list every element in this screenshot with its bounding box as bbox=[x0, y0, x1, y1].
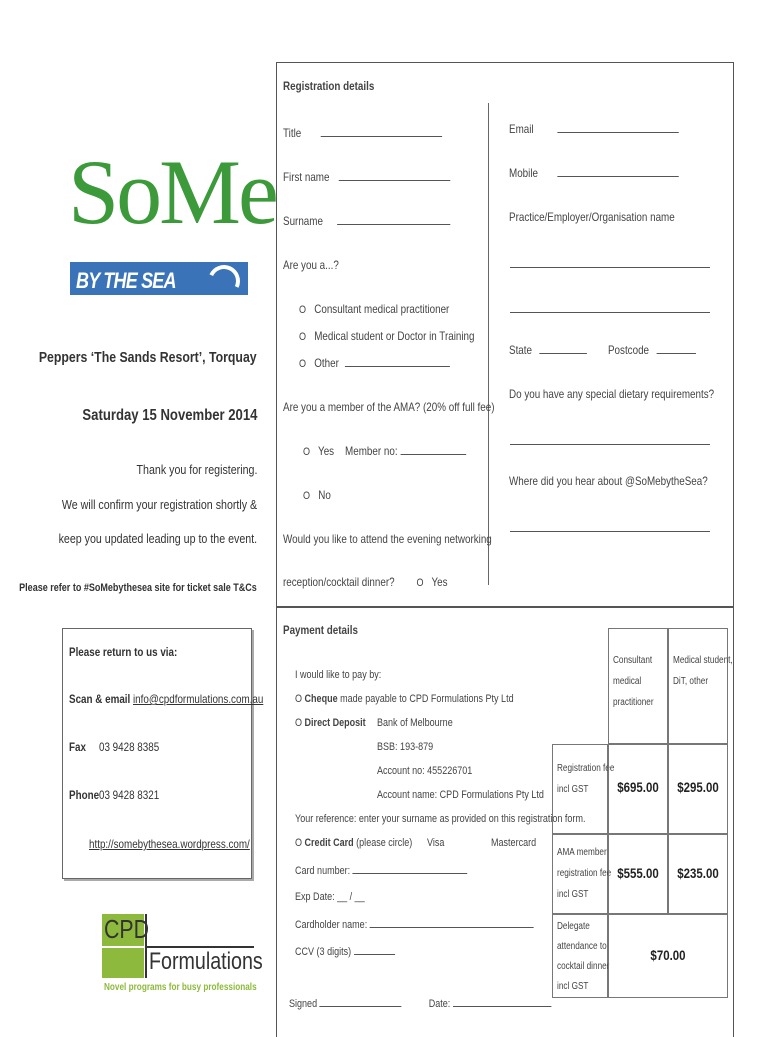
hear-question: Where did you hear about @SoMebytheSea? bbox=[509, 474, 708, 488]
venue: Peppers ‘The Sands Resort’, Torquay bbox=[39, 349, 257, 366]
option-other[interactable] bbox=[299, 356, 450, 370]
logo-main-text: SoMe bbox=[68, 141, 276, 243]
date-label: Date: bbox=[428, 998, 451, 1010]
like-to-pay: I would like to pay by: bbox=[295, 669, 382, 681]
scan-email-link[interactable]: info@cpdformulations.com.au bbox=[133, 692, 264, 706]
practice-line-2[interactable] bbox=[510, 312, 710, 313]
price-registration-consultant: $695.00 bbox=[617, 779, 659, 795]
title-line[interactable] bbox=[320, 127, 441, 137]
row-dinner-2: attendance to bbox=[557, 941, 607, 952]
reference-note: Your reference: enter your surname as provided on this registration form. bbox=[295, 813, 586, 825]
evening-yes-label[interactable]: Yes bbox=[431, 575, 448, 589]
member-no-line[interactable] bbox=[400, 445, 466, 455]
card-number-label: Card number: bbox=[295, 865, 351, 877]
return-heading: Please return to us via: bbox=[69, 645, 178, 659]
other-line[interactable] bbox=[345, 357, 450, 367]
row-dinner-4: incl GST bbox=[557, 981, 589, 992]
row-ama bbox=[552, 834, 612, 914]
cheque-label: Cheque bbox=[304, 693, 338, 705]
state-label: State bbox=[509, 343, 532, 357]
price-cell bbox=[668, 834, 728, 914]
direct-deposit-option[interactable] bbox=[295, 717, 366, 729]
email-line[interactable] bbox=[558, 123, 679, 133]
evening-question-2-text: reception/cocktail dinner? bbox=[283, 575, 395, 589]
ccv-label: CCV (3 digits) bbox=[295, 946, 352, 958]
row-ama-1: AMA member bbox=[557, 847, 607, 858]
header-consultant-2: medical bbox=[613, 676, 642, 687]
wave-icon bbox=[203, 260, 244, 301]
option-consultant-label: Consultant medical practitioner bbox=[314, 302, 450, 316]
option-other-label: Other bbox=[314, 356, 339, 370]
ccv-field[interactable] bbox=[295, 945, 395, 958]
payment-heading: Payment details bbox=[283, 623, 358, 637]
radio-circle-icon[interactable]: O bbox=[295, 693, 303, 705]
cpd-formulations-logo bbox=[102, 914, 263, 994]
radio-circle-icon[interactable]: O bbox=[295, 717, 303, 729]
card-number-line[interactable] bbox=[353, 864, 468, 874]
title-field[interactable] bbox=[283, 126, 442, 140]
registration-heading: Registration details bbox=[283, 79, 375, 93]
row-dinner-1: Delegate bbox=[557, 921, 590, 932]
ama-no-option[interactable] bbox=[303, 488, 331, 502]
cheque-detail: made payable to CPD Formulations Pty Ltd bbox=[340, 693, 514, 705]
header-student-1: Medical student, bbox=[673, 655, 733, 666]
ama-question: Are you a member of the AMA? (20% off full fee) bbox=[283, 400, 495, 414]
formulations-text: Formulations bbox=[149, 948, 263, 975]
logo-block-green-2 bbox=[102, 948, 144, 978]
header-consultant bbox=[608, 628, 668, 744]
website-link[interactable]: http://somebythesea.wordpress.com/ bbox=[89, 837, 250, 851]
fee-table bbox=[552, 628, 733, 998]
signed-field[interactable] bbox=[289, 997, 551, 1010]
row-dinner bbox=[552, 914, 608, 998]
price-dinner: $70.00 bbox=[650, 947, 686, 963]
header-consultant-3: practitioner bbox=[613, 697, 654, 708]
account-name: Account name: CPD Formulations Pty Ltd bbox=[377, 789, 544, 801]
price-cell bbox=[608, 914, 728, 998]
radio-circle-icon[interactable]: O bbox=[299, 331, 307, 343]
state-line[interactable] bbox=[540, 344, 588, 354]
row-registration-1: Registration fee bbox=[557, 763, 615, 774]
cpd-tagline: Novel programs for busy professionals bbox=[104, 982, 257, 993]
option-student[interactable] bbox=[299, 329, 474, 343]
practice-label: Practice/Employer/Organisation name bbox=[509, 210, 675, 224]
radio-circle-icon[interactable]: O bbox=[303, 490, 311, 502]
evening-question-1: Would you like to attend the evening networking bbox=[283, 532, 492, 546]
account-number: Account no: 455226701 bbox=[377, 765, 473, 777]
fax-label: Fax bbox=[69, 740, 86, 754]
bank-name: Bank of Melbourne bbox=[377, 717, 453, 729]
ama-yes-label: Yes bbox=[318, 444, 335, 458]
surname-line[interactable] bbox=[337, 215, 450, 225]
confirm-line-2: keep you updated leading up to the event. bbox=[58, 531, 257, 546]
price-cell bbox=[668, 744, 728, 834]
row-registration-2: incl GST bbox=[557, 784, 589, 795]
refer-text: Please refer to #SoMebythesea site for ticket sale T&Cs bbox=[19, 582, 257, 594]
row-ama-2: registration fee bbox=[557, 868, 612, 879]
cardholder-field[interactable] bbox=[295, 918, 534, 931]
mobile-label: Mobile bbox=[509, 166, 538, 180]
radio-circle-icon[interactable]: O bbox=[299, 304, 307, 316]
hear-line[interactable] bbox=[510, 531, 710, 532]
card-number-field[interactable] bbox=[295, 864, 467, 877]
row-dinner-3: cocktail dinner bbox=[557, 961, 610, 972]
dietary-question: Do you have any special dietary requirements? bbox=[509, 387, 715, 401]
credit-card-label: Credit Card bbox=[304, 837, 354, 849]
direct-deposit-label: Direct Deposit bbox=[304, 717, 366, 729]
title-label: Title bbox=[283, 126, 302, 140]
ccv-line[interactable] bbox=[354, 945, 395, 955]
practice-line-1[interactable] bbox=[510, 267, 710, 268]
ama-yes-option[interactable] bbox=[303, 444, 466, 458]
email-field[interactable] bbox=[509, 122, 679, 136]
mobile-field[interactable] bbox=[509, 166, 678, 180]
radio-circle-icon[interactable]: O bbox=[299, 358, 307, 370]
surname-field[interactable] bbox=[283, 214, 450, 228]
return-box bbox=[62, 628, 264, 879]
first-name-label: First name bbox=[283, 170, 330, 184]
cardholder-line[interactable] bbox=[370, 918, 534, 928]
first-name-field[interactable] bbox=[283, 170, 450, 184]
date-line[interactable] bbox=[453, 997, 551, 1007]
column-divider bbox=[488, 103, 489, 585]
postcode-label: Postcode bbox=[607, 343, 650, 357]
state-field[interactable] bbox=[509, 343, 696, 357]
price-cell bbox=[608, 744, 668, 834]
phone-label: Phone bbox=[69, 788, 100, 802]
signed-label: Signed bbox=[289, 998, 318, 1010]
bsb: BSB: 193-879 bbox=[377, 741, 434, 753]
event-date: Saturday 15 November 2014 bbox=[81, 407, 257, 424]
email-label: Email bbox=[509, 122, 534, 136]
radio-circle-icon[interactable]: O bbox=[303, 446, 311, 458]
radio-circle-icon[interactable]: O bbox=[295, 837, 303, 849]
signed-line[interactable] bbox=[320, 997, 402, 1007]
logo-band-text: BY THE SEA bbox=[76, 268, 176, 293]
price-registration-student: $295.00 bbox=[677, 779, 719, 795]
row-registration bbox=[552, 744, 615, 834]
dietary-line[interactable] bbox=[510, 444, 710, 445]
credit-card-option[interactable] bbox=[295, 837, 412, 849]
row-ama-3: incl GST bbox=[557, 889, 589, 900]
logo-block-top bbox=[146, 914, 254, 948]
mastercard-option[interactable]: Mastercard bbox=[491, 837, 537, 849]
option-student-label: Medical student or Doctor in Training bbox=[314, 329, 475, 343]
cardholder-label: Cardholder name: bbox=[295, 919, 368, 931]
phone-value: 03 9428 8321 bbox=[99, 788, 160, 802]
header-student-2: DiT, other bbox=[673, 676, 709, 687]
header-student bbox=[668, 628, 733, 744]
cheque-option[interactable] bbox=[295, 693, 514, 705]
price-ama-student: $235.00 bbox=[677, 865, 719, 881]
are-you-label: Are you a...? bbox=[283, 258, 339, 272]
member-no-label: Member no: bbox=[345, 444, 398, 458]
fax-value: 03 9428 8385 bbox=[99, 740, 160, 754]
evening-question-2 bbox=[283, 575, 448, 589]
first-name-line[interactable] bbox=[339, 171, 451, 181]
some-by-the-sea-logo bbox=[68, 141, 276, 293]
price-ama-consultant: $555.00 bbox=[617, 865, 659, 881]
visa-option[interactable]: Visa bbox=[427, 837, 445, 849]
radio-circle-icon[interactable]: O bbox=[416, 577, 424, 589]
mobile-line[interactable] bbox=[557, 167, 678, 177]
credit-card-note: (please circle) bbox=[356, 837, 413, 849]
scan-label: Scan & email bbox=[69, 692, 131, 706]
option-consultant[interactable] bbox=[299, 302, 449, 316]
ama-no-label: No bbox=[318, 488, 331, 502]
confirm-line-1: We will confirm your registration shortly & bbox=[61, 497, 257, 512]
exp-date-field[interactable]: Exp Date: __ / __ bbox=[295, 891, 365, 903]
header-consultant-1: Consultant bbox=[613, 655, 653, 666]
price-cell bbox=[608, 834, 668, 914]
logo-band bbox=[70, 262, 248, 295]
cpd-text: CPD bbox=[104, 914, 150, 944]
thanks-text: Thank you for registering. bbox=[136, 462, 257, 477]
registration-section bbox=[276, 62, 734, 608]
surname-label: Surname bbox=[283, 214, 323, 228]
postcode-line[interactable] bbox=[657, 344, 696, 354]
